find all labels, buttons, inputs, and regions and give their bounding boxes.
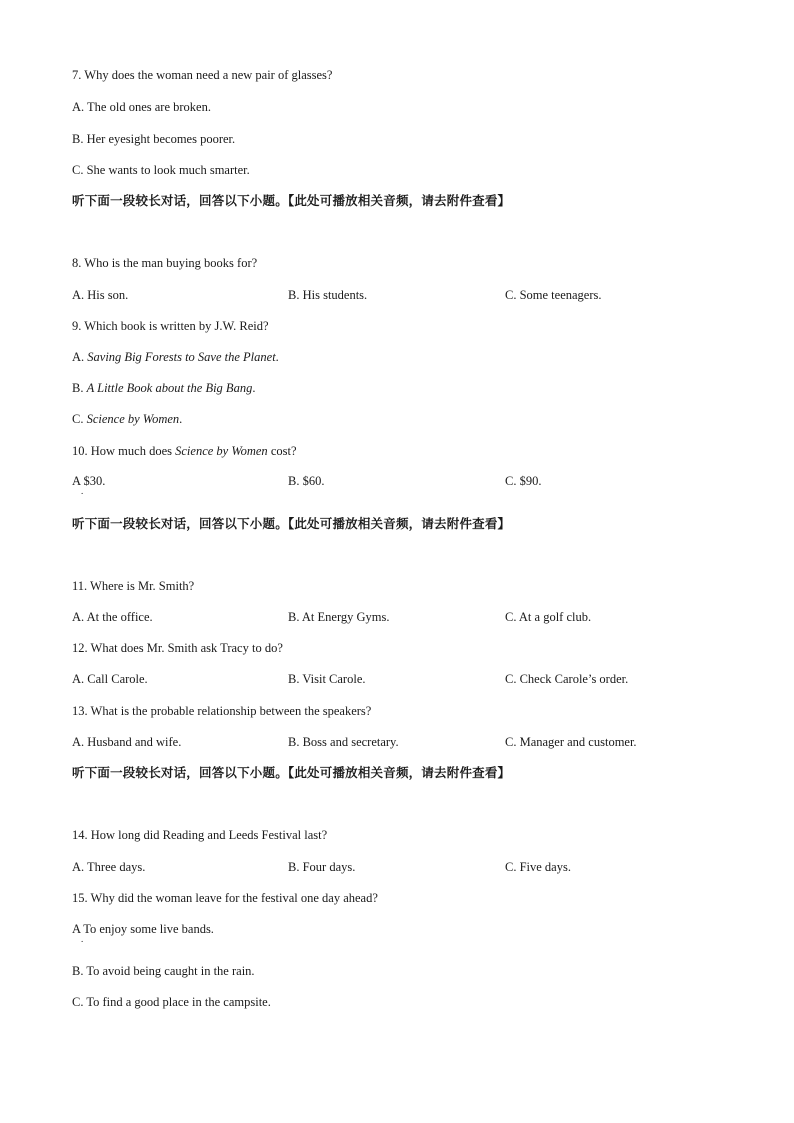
q15-option-a: A To enjoy some live bands. bbox=[72, 922, 214, 936]
q14-option-c: C. Five days. bbox=[505, 860, 571, 874]
q9-option-c bbox=[72, 411, 182, 427]
q10-option-b: B. $60. bbox=[288, 474, 325, 488]
q7-option-c: C. She wants to look much smarter. bbox=[72, 163, 250, 177]
question-9: 9. Which book is written by J.W. Reid? bbox=[72, 319, 269, 333]
q15-option-a-dot: . bbox=[81, 934, 84, 944]
q10-option-a-dot: . bbox=[81, 486, 84, 496]
question-13: 13. What is the probable relationship between the speakers? bbox=[72, 704, 372, 718]
q9-option-a bbox=[72, 349, 279, 365]
question-10 bbox=[72, 443, 297, 459]
q9-option-b bbox=[72, 380, 255, 396]
question-8: 8. Who is the man buying books for? bbox=[72, 256, 258, 270]
question-12: 12. What does Mr. Smith ask Tracy to do? bbox=[72, 641, 283, 655]
q9-option-a-suffix: . bbox=[275, 350, 279, 364]
q10-option-a: A $30. bbox=[72, 474, 106, 488]
q10-option-c: C. $90. bbox=[505, 474, 542, 488]
q13-option-c: C. Manager and customer. bbox=[505, 735, 637, 749]
q10-suffix: cost? bbox=[267, 444, 297, 458]
q13-options bbox=[72, 734, 752, 750]
listening-instruction-2: 听下面一段较长对话，回答以下小题。【此处可播放相关音频，请去附件查看】 bbox=[72, 516, 511, 531]
q11-option-b: B. At Energy Gyms. bbox=[288, 610, 390, 624]
q9-option-b-prefix: B. bbox=[72, 381, 87, 395]
q8-option-b: B. His students. bbox=[288, 288, 368, 302]
question-7: 7. Why does the woman need a new pair of glasses? bbox=[72, 68, 333, 82]
q14-options bbox=[72, 859, 752, 875]
q10-options bbox=[72, 473, 752, 489]
question-11: 11. Where is Mr. Smith? bbox=[72, 579, 195, 593]
q13-option-b: B. Boss and secretary. bbox=[288, 735, 399, 749]
q11-option-a: A. At the office. bbox=[72, 610, 153, 624]
q7-option-a: A. The old ones are broken. bbox=[72, 100, 211, 114]
q12-option-b: B. Visit Carole. bbox=[288, 672, 366, 686]
question-15: 15. Why did the woman leave for the festival one day ahead? bbox=[72, 891, 378, 905]
q11-options bbox=[72, 609, 752, 625]
q7-option-b: B. Her eyesight becomes poorer. bbox=[72, 132, 236, 146]
q10-prefix: 10. How much does bbox=[72, 444, 176, 458]
q9-option-c-title: Science by Women bbox=[86, 412, 180, 426]
q9-option-b-title: A Little Book about the Big Bang bbox=[86, 381, 253, 395]
q13-option-a: A. Husband and wife. bbox=[72, 735, 182, 749]
q12-option-a: A. Call Carole. bbox=[72, 672, 148, 686]
q9-option-c-suffix: . bbox=[179, 412, 183, 426]
q15-option-c: C. To find a good place in the campsite. bbox=[72, 995, 271, 1009]
q8-option-a: A. His son. bbox=[72, 288, 129, 302]
q8-option-c: C. Some teenagers. bbox=[505, 288, 602, 302]
q12-options bbox=[72, 671, 752, 687]
q12-option-c: C. Check Carole’s order. bbox=[505, 672, 629, 686]
q8-options bbox=[72, 287, 752, 303]
q9-option-b-suffix: . bbox=[252, 381, 256, 395]
q15-option-b: B. To avoid being caught in the rain. bbox=[72, 964, 255, 978]
q9-option-c-prefix: C. bbox=[72, 412, 87, 426]
q9-option-a-title: Saving Big Forests to Save the Planet bbox=[87, 350, 276, 364]
question-14: 14. How long did Reading and Leeds Festival last? bbox=[72, 828, 328, 842]
q14-option-b: B. Four days. bbox=[288, 860, 356, 874]
q14-option-a: A. Three days. bbox=[72, 860, 146, 874]
q9-option-a-prefix: A. bbox=[72, 350, 88, 364]
q11-option-c: C. At a golf club. bbox=[505, 610, 592, 624]
listening-instruction-1: 听下面一段较长对话，回答以下小题。【此处可播放相关音频，请去附件查看】 bbox=[72, 193, 511, 208]
listening-instruction-3: 听下面一段较长对话，回答以下小题。【此处可播放相关音频，请去附件查看】 bbox=[72, 765, 511, 780]
q10-title: Science by Women bbox=[175, 444, 268, 458]
